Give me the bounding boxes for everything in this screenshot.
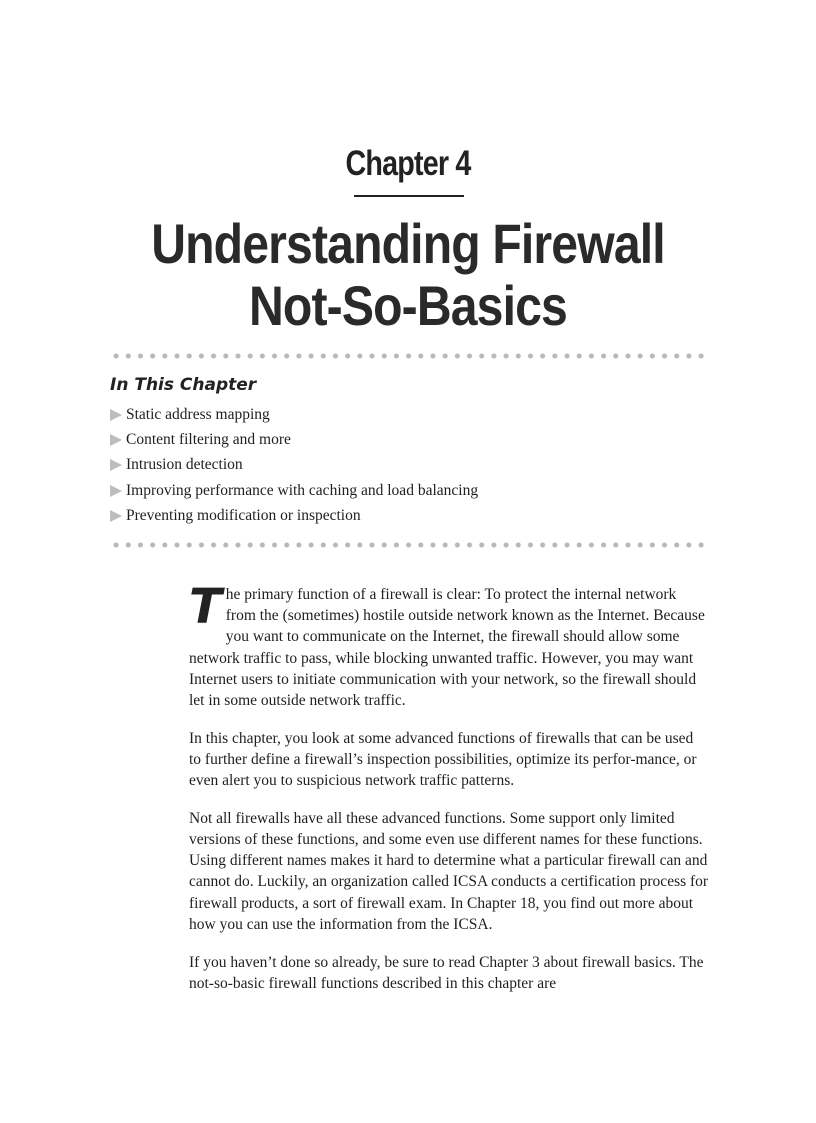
triangle-bullet-icon — [110, 485, 122, 497]
list-item-text: Improving performance with caching and load balancing — [126, 481, 479, 499]
list-item — [110, 402, 478, 427]
list-item-text: Preventing modification or inspection — [126, 506, 361, 524]
list-item-text: Intrusion detection — [126, 456, 243, 474]
paragraph-2: In this chapter, you look at some advanced functions of firewalls that can be used to further define a firewall’s inspection possibilities, optimize its perfor-mance, or even alert you to suspicious network traffic patterns. — [189, 729, 697, 790]
paragraph-4: If you haven’t done so already, be sure to read Chapter 3 about firewall basics. The not-so-basic firewall functions described in this chapter are — [189, 953, 704, 992]
paragraph-3: Not all firewalls have all these advanced functions. Some support only limited versions of these functions, and some even use different names for these functions. Using different names makes it hard to determine what a particular firewall can and cannot do. Luckily, an organization called ICSA conducts a certification process for firewall products, a sort of firewall exam. In Chapter 18, you find out more about how you can use the information from the ICSA. — [189, 809, 709, 933]
list-item — [110, 453, 478, 478]
list-item — [110, 478, 478, 503]
body-text — [189, 579, 709, 1010]
dotted-divider-bottom — [110, 541, 708, 549]
paragraph-1-text: he primary function of a firewall is clear: To protect the internal network from the (sometimes) hostile outside network known as the Internet. Because you want to communicate on the Internet, the firewall should allow some network traffic to pass, while blocking unwanted traffic. However, you may want Internet users to initiate communication with your network, so the firewall should let in some outside network traffic. — [189, 586, 705, 710]
in-this-chapter-heading: In This Chapter — [110, 375, 257, 395]
triangle-bullet-icon — [110, 459, 122, 471]
list-item — [110, 503, 478, 528]
chapter-label: Chapter 4 — [345, 144, 471, 183]
triangle-bullet-icon — [110, 409, 122, 421]
drop-cap: T — [189, 579, 222, 635]
triangle-bullet-icon — [110, 434, 122, 446]
dotted-divider-top — [110, 352, 708, 360]
list-item-text: Content filtering and more — [126, 430, 291, 448]
paragraph-1 — [189, 579, 709, 711]
chapter-rule — [354, 195, 464, 197]
in-this-chapter-list — [110, 402, 478, 528]
list-item — [110, 427, 478, 452]
triangle-bullet-icon — [110, 510, 122, 522]
list-item-text: Static address mapping — [126, 405, 270, 423]
chapter-title-line-1: Understanding Firewall — [151, 212, 665, 275]
chapter-title-line-2: Not-So-Basics — [249, 274, 567, 337]
chapter-title — [57, 213, 759, 337]
